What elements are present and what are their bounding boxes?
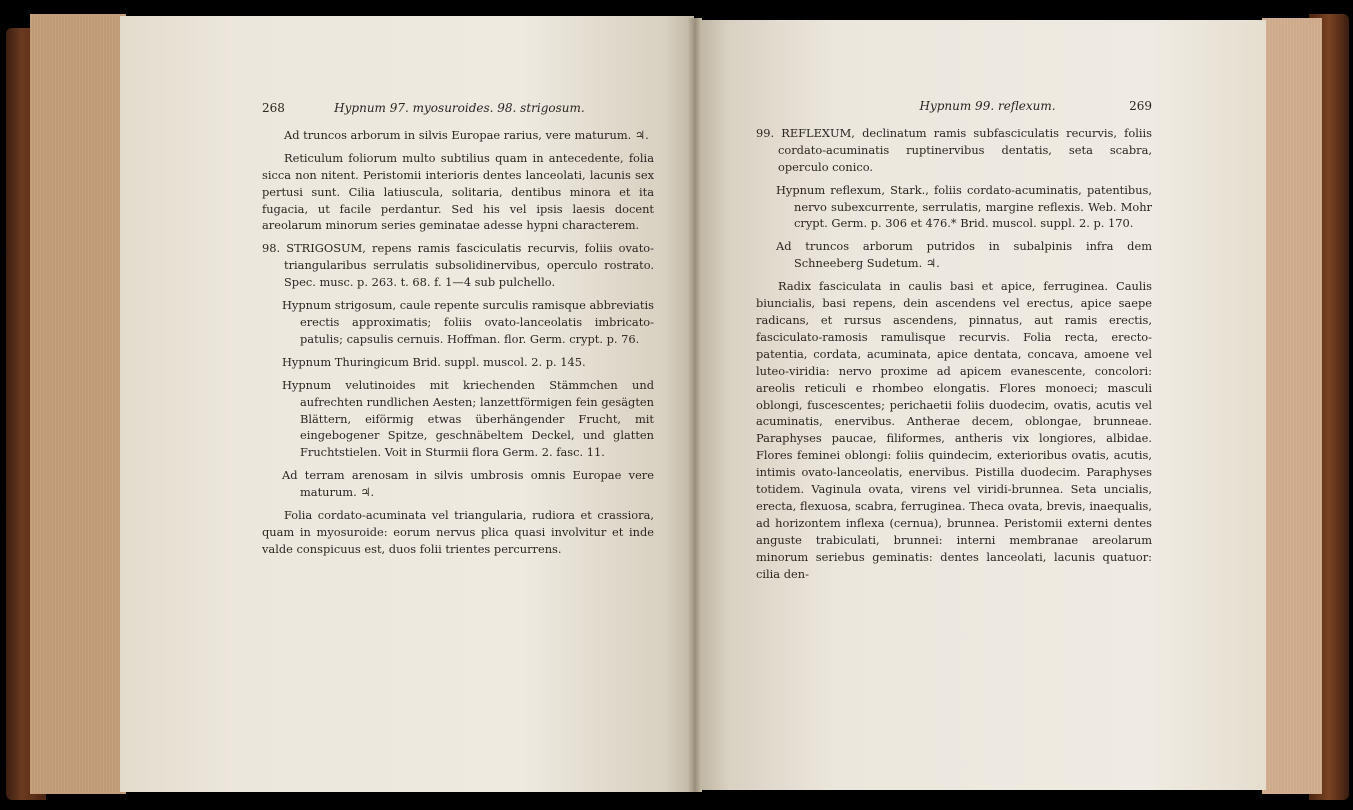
description-paragraph: Radix fasciculata in caulis basi et apice, ferruginea. Caulis biuncialis, basi repens, dein ascendens vel erectus, apice saepe radicans, et rursus ascendens, pinnatus, aut ramis erectis, fasciculato-ramosis ramulisque recurvis. Folia recta, erecto-patentia, cordata, acuminata, apice dentata, concava, amoene vel luteo-viridia: nervo proxime ad apicem evanescente, concolori: areolis reticuli e rhombeo elongatis. Flores monoeci; masculi oblongi, fuscescentes; perichaetii foliis duodecim, ovatis, acutis vel acuminatis, enervibus. Antherae decem, oblongae, brunneae. Paraphyses paucae, filiformes, antheris vix longiores, albidae. Flores feminei oblongi: foliis quindecim, exterioribus ovatis, acutis, intimis ovato-lanceolatis, enervibus. Pistilla duodecim. Paraphyses totidem. Vaginula ovata, virens vel viridi-brunnea. Seta uncialis, erecta, flexuosa, scabra, ferruginea. Theca ovata, brevis, inaequalis, ad horizontem inflexa (cernua), brunnea. Peristomii externi dentes anguste trabiculati, brunnei: interni membranae areolarum minorum seriebus geminatis: dentes lanceolati, lacunis quatuor: cilia den- [756,279,1152,581]
habitat: Ad truncos arborum putridos in subalpinis infra dem Schneeberg Sudetum. ♃. [776,239,1152,271]
left-paragraph: Folia cordato-acuminata vel triangularia, rudiora et crassiora, quam in myosuroide: eorum nervus plica quasi involvitur et inde valde conspicuus est, duos folii trientes percurrens. [262,508,654,556]
right-page-edges [1262,18,1322,794]
right-running-title: Hypnum 99. reflexum. [919,99,1056,113]
synonym: Hypnum velutinoides mit kriechenden Stämmchen und aufrechten rundlichen Aesten; lanzettförmigen fein gesägten Blättern, eiförmig etwas überhängender Frucht, mit eingebogener Spitze, geschnäbeltem Deckel, und glatten Fruchtstielen. Voit in Sturmii flora Germ. 2. fasc. 11. [282,377,654,460]
left-page-number: 268 [262,101,285,115]
left-page-edges [30,14,126,794]
synonym: Hypnum reflexum, Stark., foliis cordato-acuminatis, patentibus, nervo subexcurrente, serrulatis, margine reflexis. Web. Mohr crypt. Germ. p. 306 et 476.* Brid. muscol. suppl. 2. p. 170. [776,182,1152,231]
right-header [756,98,1152,115]
left-running-title: Hypnum 97. myosuroides. 98. strigosum. [334,101,585,115]
left-text-column [262,100,654,564]
book-gutter [688,18,702,792]
species-entry-strigosum: 98. STRIGOSUM, repens ramis fasciculatis recurvis, foliis ovato-triangularibus serrulatis subsolidinervibus, operculo rostrato. Spec. musc. p. 263. t. 68. f. 1—4 sub pulchello. [262,241,654,290]
species-entry-reflexum: 99. REFLEXUM, declinatum ramis subfasciculatis recurvis, foliis cordato-acuminatis ruptinervibus dentatis, seta scabra, operculo conico. [756,125,1152,174]
synonym: Hypnum Thuringicum Brid. suppl. muscol. 2. p. 145. [282,354,586,369]
left-header [262,100,654,117]
left-paragraph: Reticulum foliorum multo subtilius quam in antecedente, folia sicca non nitent. Peristomii interioris dentes lanceolati, lacunis sex pertusi sunt. Cilia latiuscula, solitaria, dentibus minora et ita fugacia, ut facile perdantur. Sed his vel ipsis laesis docent areolarum minorum series geminatae adesse hypni characterem. [262,150,654,233]
habitat: Ad terram arenosam in silvis umbrosis omnis Europae vere maturum. ♃. [282,468,654,500]
synonym: Hypnum strigosum, caule repente surculis ramisque abbreviatis erectis approximatis; foliis ovato-lanceolatis imbricato-patulis; capsulis cernuis. Hoffman. flor. Germ. crypt. p. 76. [282,298,654,346]
right-text-column [756,98,1152,588]
right-page-number: 269 [1129,99,1152,113]
left-paragraph: Ad truncos arborum in silvis Europae rarius, vere maturum. ♃. [284,127,649,142]
